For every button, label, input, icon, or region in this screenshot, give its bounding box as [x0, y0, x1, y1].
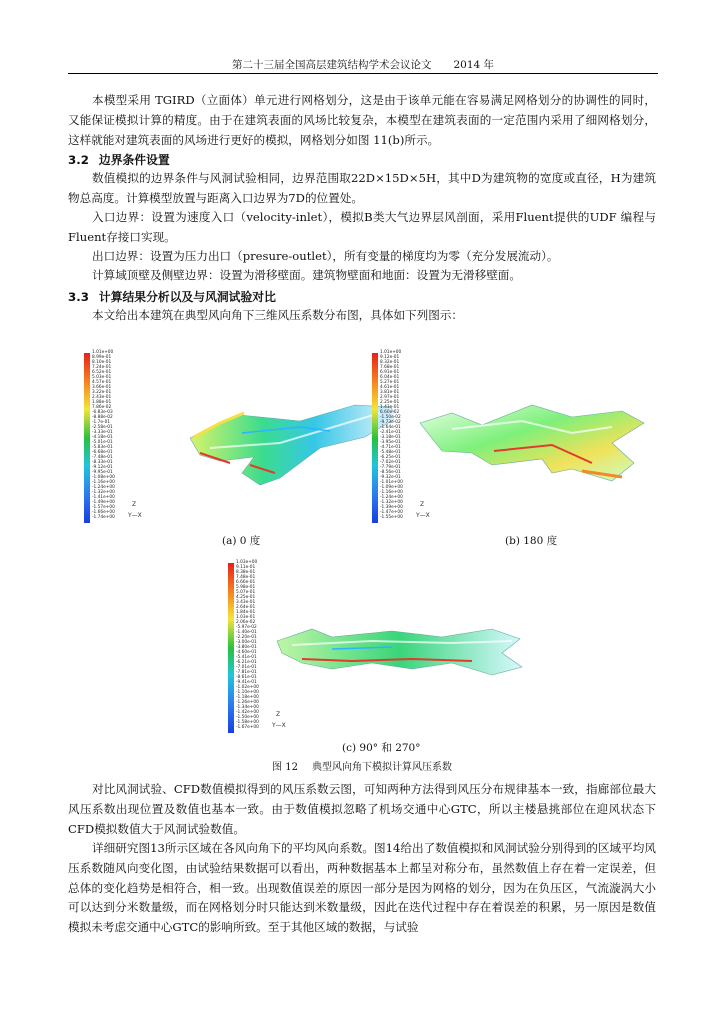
paragraph-walls: 计算域顶壁及侧壁边界：设置为滑移壁面。建筑物壁面和地面：设置为无滑移壁面。	[92, 268, 521, 282]
paragraph-boundary: 数值模拟的边界条件与风洞试验相同，边界范围取22D×15D×5H，其中D为建筑物的宽度或直径，H为建筑物总高度。计算模型放置与距离入口边界为7D的位置处。	[68, 171, 656, 205]
pressure-contour-0deg	[84, 353, 394, 525]
section-heading-3-3: 3.3 计算结果分析以及与风洞试验对比	[68, 290, 276, 304]
caption-a: (a) 0 度	[222, 535, 261, 547]
legend-a: 1.01e+00 8.99e-01 8.10e-01 7.24e-01 6.52e-01 5.03e-01 4.57e-01 3.66e-01 3.22e-01 2.43e-01 1.88e-01 7.86e-02 -6.83e-03 -8.88e-02 -1.7e-01 -2.58e-01 -3.33e-01 -4.18e-01 -5.01e-01 -5.83e-01 -6.68e-01 -7.48e-01 -8.33e-01 -9.12e-01 -9.95e-01 -1.08e+00 -1.16e+00 -1.24e+00 -1.32e+00 -1.41e+00 -1.49e+00 -1.57e+00 -1.66e+00 -1.74e+00	[84, 353, 144, 523]
figure-12-caption	[0, 758, 724, 773]
section-heading-3-2: 3.2 边界条件设置	[68, 153, 170, 167]
axis-z-label: Z	[276, 711, 281, 718]
caption-b: (b) 180 度	[505, 535, 558, 547]
axis-z-label: Z	[420, 501, 425, 508]
figure-a	[84, 350, 394, 525]
header-title: 第二十三届全国高层建筑结构学术会议论文	[231, 59, 432, 71]
paragraph-mesh: 本模型采用 TGIRD（立面体）单元进行网格划分，这是由于该单元能在容易满足网格划分的协调性的同时，又能保证模拟计算的精度。由于在建筑表面的风场比较复杂，本模型在建筑表面的一定范围内采用了细网格划分，这样就能对建筑表面的风场进行更好的模拟，网格划分如图 11(b)所示。	[68, 93, 656, 147]
pressure-contour-90-270deg	[228, 563, 528, 735]
axis-z-label: Z	[132, 501, 137, 508]
page-header	[68, 57, 658, 74]
figure-c	[228, 560, 528, 735]
axis-yx-label: Y—X	[272, 722, 286, 729]
pressure-contour-180deg	[372, 353, 662, 525]
paragraph-comparison: 对比风洞试验、CFD数值模拟得到的风压系数云图，可知两种方法得到风压分布规律基本一致，指廊部位最大风压系数出现位置及数值也基本一致。由于数值模拟忽略了机场交通中心GTC，所以主楼悬挑部位在迎风状态下CFD模拟数值大于风洞试验数值。	[68, 782, 656, 836]
paragraph-outlet: 出口边界：设置为压力出口（presure-outlet），所有变量的梯度均为零（充分发展流动）。	[92, 249, 559, 263]
legend-c: 1.03e+00 9.11e-01 8.38e-01 7.48e-01 6.66e-01 5.98e-01 5.07e-01 4.25e-01 3.43e-01 2.64e-01 1.84e-01 1.03e-01 2.06e-02 -5.97e-02 -1.40e-01 -2.20e-01 -3.00e-01 -3.80e-01 -4.60e-01 -5.41e-01 -6.21e-01 -7.01e-01 -7.81e-01 -8.61e-01 -9.41e-01 -1.02e+00 -1.10e+00 -1.18e+00 -1.26e+00 -1.34e+00 -1.42e+00 -1.50e+00 -1.58e+00 -1.67e+00	[228, 563, 288, 733]
axis-yx-label: Y—X	[128, 512, 142, 519]
figure-12-number: 图 12	[272, 762, 298, 773]
legend-b: 1.01e+00 9.12e-01 8.32e-01 7.68e-01 6.91e-01 6.04e-01 5.27e-01 4.61e-01 3.81e-01 2.97e-01 2.25e-01 1.43e-01 6.60e-02 -1.50e-02 -9.73e-02 -1.64e-01 -2.41e-01 -3.18e-01 -3.95e-01 -4.71e-01 -5.48e-01 -6.25e-01 -7.02e-01 -7.79e-01 -8.56e-01 -9.32e-01 -1.01e+00 -1.09e+00 -1.16e+00 -1.24e+00 -1.32e+00 -1.39e+00 -1.47e+00 -1.55e+00	[372, 353, 432, 523]
paragraph-figure-intro: 本文给出本建筑在典型风向角下三维风压系数分布图，具体如下列图示：	[92, 308, 464, 322]
header-year: 2014 年	[453, 59, 495, 71]
paragraph-region-analysis: 详细研究图13所示区域在各风向角下的平均风向系数。图14给出了数值模拟和风洞试验分别得到的区域平均风压系数随风向变化图，由试验结果数据可以看出，两种数据基本上都呈对称分布，虽然数值上存在着一定误差，但总体的变化趋势是相符合，相一致。出现数值误差的原因一部分是因为网格的划分，因为在负压区，气流漩涡大小可以达到分米数量级，而在网格划分时只能达到米数量级，因此在迭代过程中存在着误差的积累，另一原因是数值模拟未考虑交通中心GTC的影响所致。至于其他区域的数据，与试验	[68, 841, 656, 935]
axis-yx-label: Y—X	[416, 512, 430, 519]
figure-12-title: 典型风向角下模拟计算风压系数	[311, 762, 452, 773]
figure-b	[372, 350, 662, 525]
caption-c: (c) 90° 和 270°	[342, 742, 421, 754]
paragraph-inlet: 入口边界：设置为速度入口（velocity-inlet），模拟B类大气边界层风剖面，采用Fluent提供的UDF 编程与Fluent存接口实现。	[68, 210, 656, 244]
